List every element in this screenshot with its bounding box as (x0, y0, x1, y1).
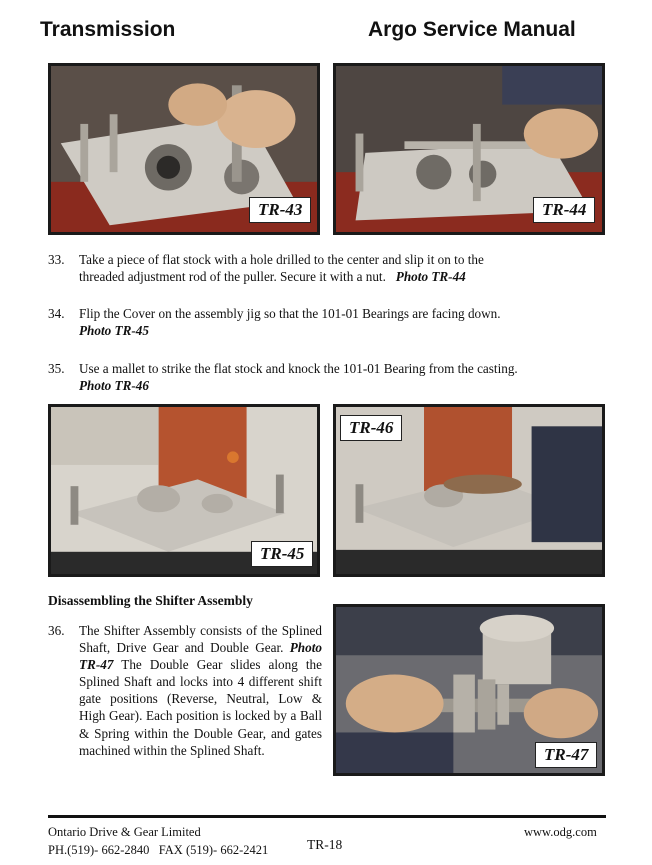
footer-divider (48, 815, 606, 818)
footer-page-number: TR-18 (307, 837, 343, 852)
photo-reference: Photo TR-44 (395, 269, 466, 284)
photo-reference: Photo TR-46 (79, 378, 149, 393)
footer-phone-fax: PH.(519)- 662-2840 FAX (519)- 662-2421 (48, 843, 269, 857)
photo-label-tr-44: TR-44 (533, 197, 595, 223)
header-manual-title: Argo Service Manual (368, 18, 576, 41)
photo-label-tr-47: TR-47 (535, 742, 597, 768)
step-33 (48, 251, 608, 285)
header-section-title: Transmission (40, 18, 176, 41)
step-text: The Shifter Assembly consists of the Splined Shaft, Drive Gear and Double Gear. (79, 623, 322, 656)
photo-reference: Photo TR-47 (79, 640, 322, 673)
step-number: 35. (48, 361, 65, 376)
photo-tr-47 (333, 604, 605, 776)
step-text: Take a piece of flat stock with a hole drilled to the center and slip it on to the (79, 252, 484, 267)
photo-label-tr-45: TR-45 (251, 541, 313, 567)
step-number: 36. (48, 623, 65, 638)
step-text-continued: threaded adjustment rod of the puller. Secure it with a nut. (79, 269, 386, 284)
footer-company: Ontario Drive & Gear Limited (48, 825, 201, 839)
step-35 (48, 360, 608, 394)
photo-tr-45 (48, 404, 320, 577)
step-34 (48, 305, 608, 339)
step-text-continued: The Double Gear slides along the Splined Shaft and locks into 4 different shift gate positions (Reverse, Neutral, Low & High Gear). Each position is locked by a Ball & Spring within the Double Gear, and gates machined within the Splined Shaft. (79, 657, 322, 758)
footer-website: www.odg.com (524, 825, 597, 839)
step-number: 33. (48, 252, 65, 267)
photo-tr-44 (333, 63, 605, 235)
photo-label-tr-46: TR-46 (340, 415, 402, 441)
step-text: Use a mallet to strike the flat stock and knock the 101-01 Bearing from the casting. (79, 361, 518, 376)
step-36 (48, 622, 322, 759)
photo-reference: Photo TR-45 (79, 323, 149, 338)
step-text: Flip the Cover on the assembly jig so that the 101-01 Bearings are facing down. (79, 306, 501, 321)
section-title: Disassembling the Shifter Assembly (48, 593, 253, 608)
photo-label-tr-43: TR-43 (249, 197, 311, 223)
photo-tr-46 (333, 404, 605, 577)
step-number: 34. (48, 306, 65, 321)
photo-tr-43 (48, 63, 320, 235)
